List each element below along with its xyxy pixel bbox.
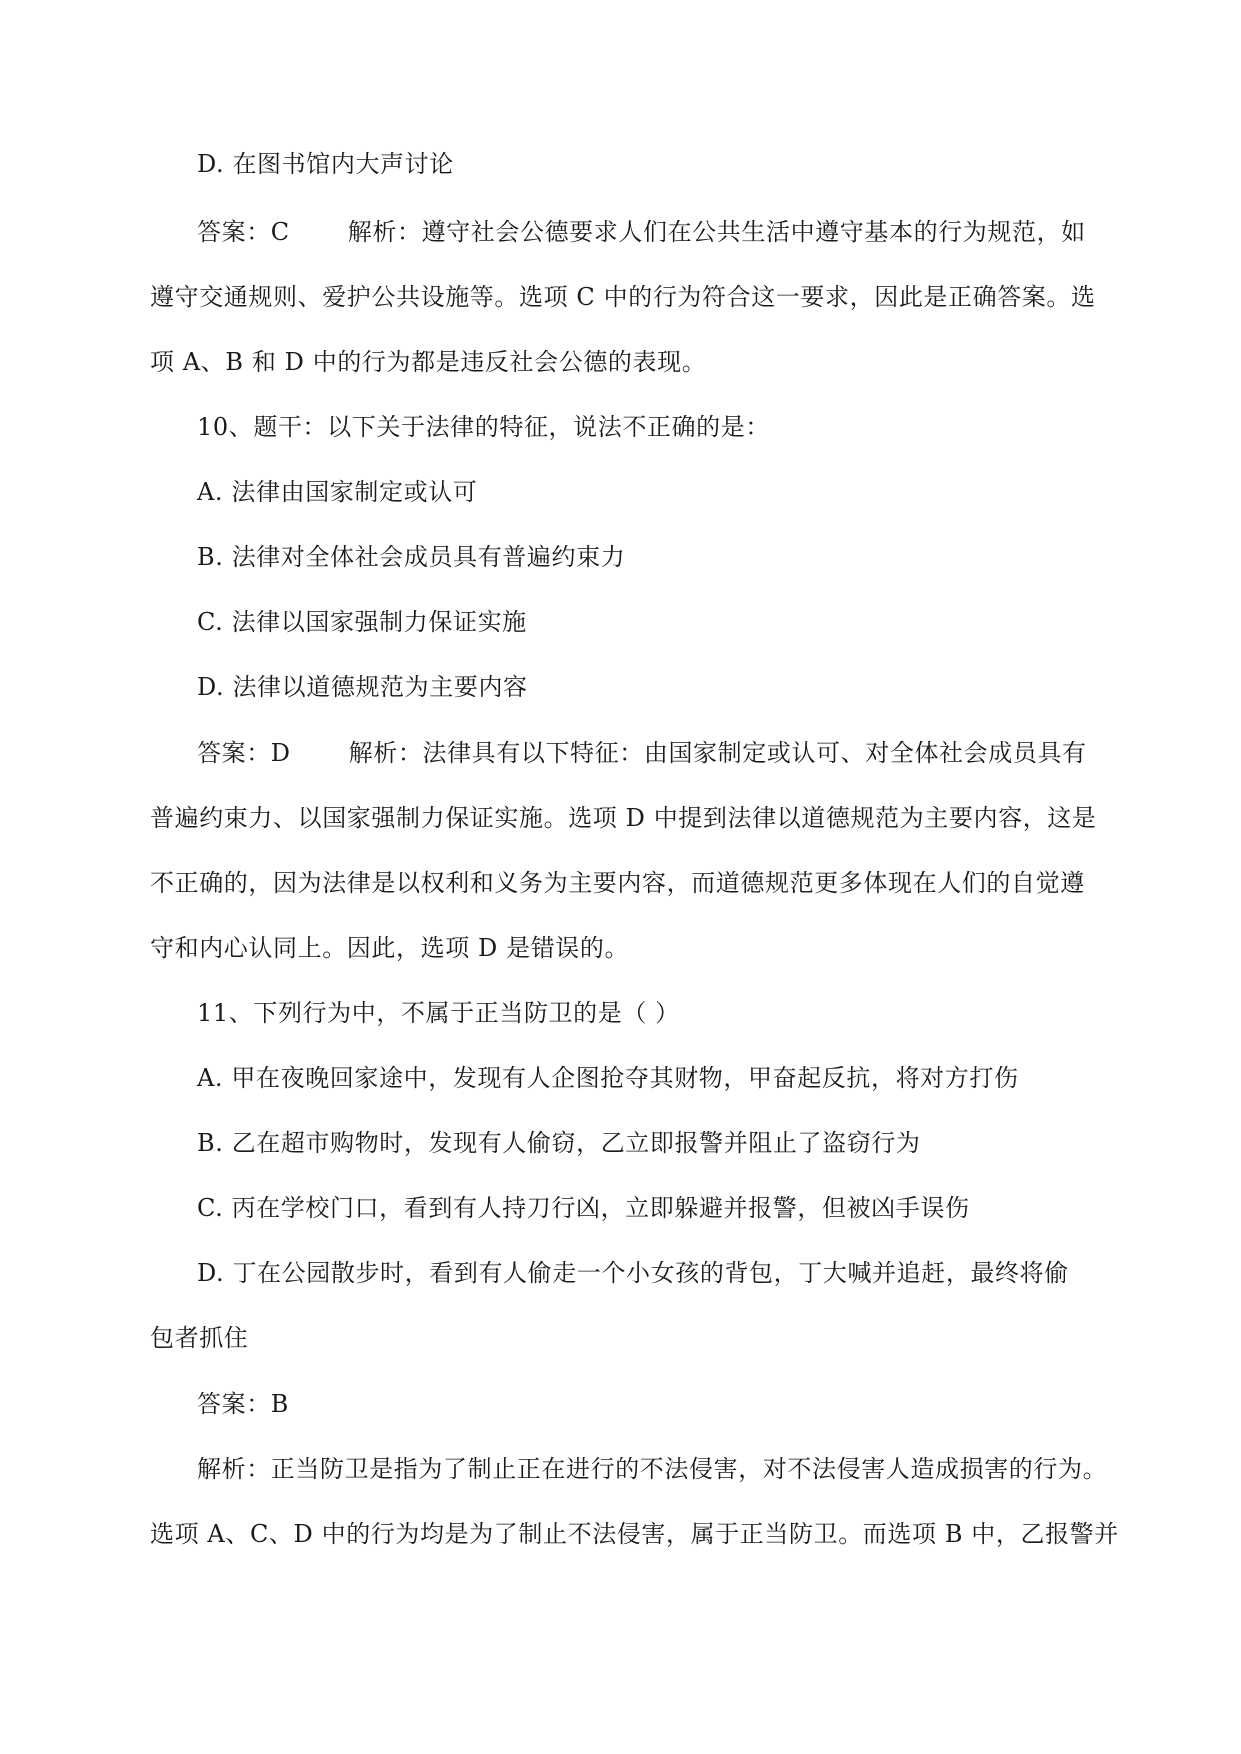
- q10-explanation-start: 解析：法律具有以下特征：由国家制定或认可、对全体社会成员具有: [348, 739, 1087, 767]
- q9-explanation-line-2: 遵守交通规则、爱护公共设施等。选项 C 中的行为符合这一要求，因此是正确答案。选: [150, 283, 1096, 311]
- q10-answer-line: [197, 737, 1087, 769]
- q10-option-c: C. 法律以国家强制力保证实施: [197, 608, 527, 636]
- q10-explanation-line-3: 不正确的，因为法律是以权利和义务为主要内容，而道德规范更多体现在人们的自觉遵: [150, 869, 1085, 897]
- q9-option-d: D. 在图书馆内大声讨论: [197, 150, 454, 178]
- q10-stem: 10、题干：以下关于法律的特征，说法不正确的是：: [197, 413, 770, 441]
- q9-answer: 答案：C: [197, 218, 290, 246]
- q11-option-b: B. 乙在超市购物时，发现有人偷窃，乙立即报警并阻止了盗窃行为: [197, 1129, 921, 1157]
- q10-option-d: D. 法律以道德规范为主要内容: [197, 673, 528, 701]
- q9-explanation-line-3: 项 A、B 和 D 中的行为都是违反社会公德的表现。: [150, 348, 707, 376]
- q10-explanation-line-2: 普遍约束力、以国家强制力保证实施。选项 D 中提到法律以道德规范为主要内容，这是: [150, 804, 1097, 832]
- q11-explanation-line-2: 选项 A、C、D 中的行为均是为了制止不法侵害，属于正当防卫。而选项 B 中，乙报警并: [150, 1520, 1119, 1548]
- q11-option-d-continued: 包者抓住: [150, 1324, 249, 1352]
- q10-answer: 答案：D: [197, 739, 291, 767]
- q10-explanation-line-4: 守和内心认同上。因此，选项 D 是错误的。: [150, 934, 630, 962]
- q11-answer: 答案：B: [197, 1390, 290, 1418]
- q9-answer-line: [197, 216, 1086, 248]
- q10-option-a: A. 法律由国家制定或认可: [197, 478, 478, 506]
- q11-option-c: C. 丙在学校门口，看到有人持刀行凶，立即躲避并报警，但被凶手误伤: [197, 1194, 970, 1222]
- q11-option-d: D. 丁在公园散步时，看到有人偷走一个小女孩的背包，丁大喊并追赶，最终将偷: [197, 1259, 1069, 1287]
- q10-option-b: B. 法律对全体社会成员具有普遍约束力: [197, 543, 626, 571]
- q11-explanation-line-1: 解析：正当防卫是指为了制止正在进行的不法侵害，对不法侵害人造成损害的行为。: [197, 1455, 1108, 1483]
- q11-option-a: A. 甲在夜晚回家途中，发现有人企图抢夺其财物，甲奋起反抗，将对方打伤: [197, 1064, 1019, 1092]
- q9-explanation-start: 解析：遵守社会公德要求人们在公共生活中遵守基本的行为规范，如: [347, 218, 1086, 246]
- q11-stem: 11、下列行为中，不属于正当防卫的是（ ）: [197, 999, 680, 1027]
